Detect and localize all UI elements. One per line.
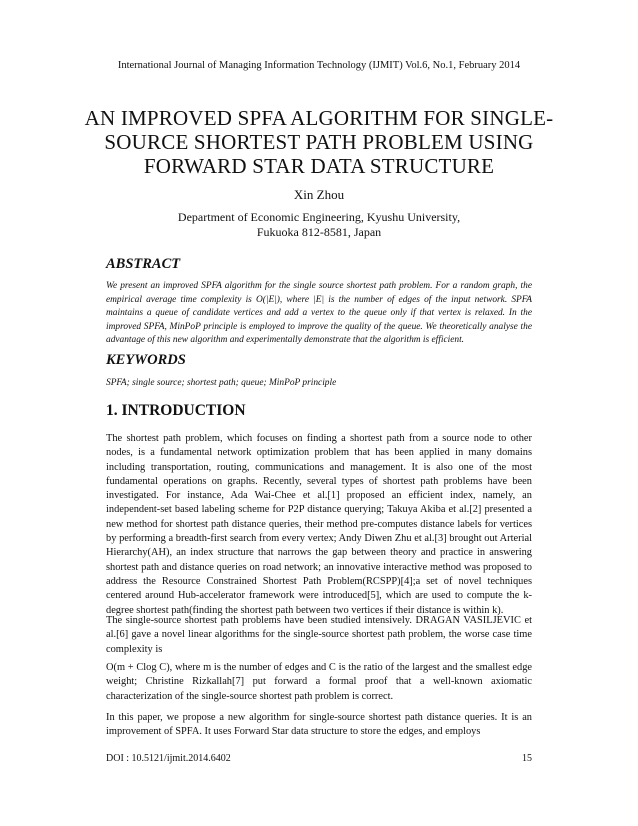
abstract-text: We present an improved SPFA algorithm for the single source shortest path problem. For a random graph, the empirical average time complexity is O(|E|), where |E| is the number of edges of the input network. SPFA maintains a queue of candidate vertices and add a vertex to the queue only if that vertex is relaxed. In the improved SPFA, MinPoP principle is employed to improve the quality of the queue. We theoretically analyse the advantage of this new algorithm and experimentally demonstrate that the algorithm is efficient.	[106, 281, 532, 346]
intro-paragraph-1: The shortest path problem, which focuses on finding a shortest path from a source node to other nodes, is a fundamental network optimization problem that has been applied in many domains including transportation, routing, communications and management. It is also one of the most fundamental operations on graphs. Recently, several types of shortest path problems have been investigated. For instance, Ada Wai-Chee et al.[1] proposed an efficient index, namely, an independent-set based labeling scheme for P2P distance querying; Takuya Akiba et al.[2] presented a new method for shortest path distance queries, their method pre-computes distance labels for vertices by performing a breadth-first search from every vertex; Andy Diwen Zhu et al.[3] brought out Arterial Hierarchy(AH), an index structure that narrows the gap between theory and practice in answering shortest path and distance queries on road network; an innovative interactive method was proposed to address the Resource Constrained Shortest Path Problem(RCSPP)[4];a set of novel techniques centered around Hub-accelerator framework were introduced[5], which are used to compute the k-degree shortest path(finding the shortest path between two vertices if their distance is within k).	[106, 433, 532, 616]
title-line-2: SOURCE SHORTEST PATH PROBLEM USING	[104, 130, 534, 154]
affiliation-line-2: Fukuoka 812-8581, Japan	[256, 225, 382, 239]
paper-title	[60, 106, 578, 178]
keywords-heading: KEYWORDS	[106, 352, 186, 368]
title-line-3: FORWARD STAR DATA STRUCTURE	[143, 154, 495, 178]
page-number: 15	[522, 753, 532, 764]
intro-paragraph-4: In this paper, we propose a new algorithm for single-source shortest path distance queries. It is an improvement of SPFA. It uses Forward Star data structure to store the edges, and employs	[106, 712, 532, 738]
title-line-1: AN IMPROVED SPFA ALGORITHM FOR SINGLE-	[84, 106, 554, 130]
intro-paragraph-2: The single-source shortest path problems have been studied intensively. DRAGAN VASILJEVIC et al.[6] gave a novel linear algorithms for the single-source shortest path problem, the worse case time complexity is	[106, 615, 532, 655]
affiliation-line-1: Department of Economic Engineering, Kyushu University,	[177, 210, 461, 224]
intro-paragraph-3: O(m + Clog C), where m is the number of edges and C is the ratio of the largest and the smallest edge weight; Christine Rizkallah[7] put forward a formal proof that a well-known axiomatic characterization of the single-source shortest path problem is correct.	[106, 662, 532, 702]
running-head: International Journal of Managing Information Technology (IJMIT) Vol.6, No.1, February 2014	[117, 60, 521, 71]
author-affiliation	[0, 210, 638, 240]
abstract-heading: ABSTRACT	[106, 256, 181, 272]
keywords-text: SPFA; single source; shortest path; queue; MinPoP principle	[106, 378, 337, 388]
doi-footer: DOI : 10.5121/ijmit.2014.6402	[106, 753, 231, 764]
introduction-heading: 1. INTRODUCTION	[106, 402, 246, 419]
author-name: Xin Zhou	[293, 187, 345, 202]
